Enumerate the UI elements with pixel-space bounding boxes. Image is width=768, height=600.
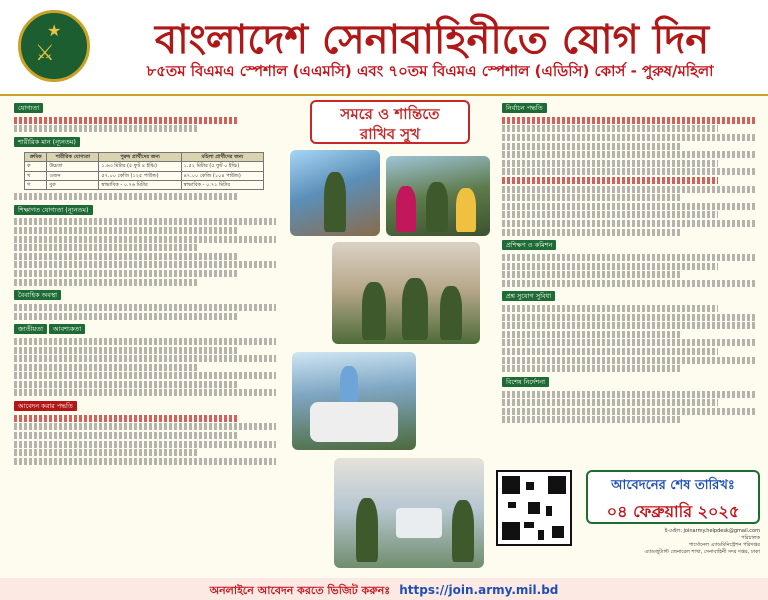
text-line bbox=[502, 168, 756, 175]
table-row bbox=[25, 162, 264, 171]
table-cell: ১.৬৩ মিটার (৫ ফুট ৪ ইঞ্চি) bbox=[99, 162, 181, 171]
table-cell: ক bbox=[25, 162, 47, 171]
section-tag-requirements: আবশ্যকতা bbox=[49, 324, 85, 334]
text-line bbox=[14, 389, 276, 396]
text-line bbox=[14, 415, 237, 422]
text-line bbox=[14, 261, 276, 268]
section-tag-education: শিক্ষাগত যোগ্যতা (ন্যূনতম) bbox=[14, 205, 93, 215]
right-column bbox=[502, 100, 756, 425]
deadline-label: আবেদনের শেষ তারিখঃ bbox=[611, 478, 735, 493]
photo-collage bbox=[282, 100, 496, 576]
text-line bbox=[14, 304, 276, 311]
text-line bbox=[502, 151, 756, 158]
table-cell: ওজন bbox=[47, 171, 99, 180]
qr-code-icon[interactable] bbox=[496, 470, 572, 546]
text-line bbox=[14, 125, 197, 132]
section-tag-physical: শারীরিক মান (ন্যূনতম) bbox=[14, 137, 80, 147]
contact-directorate: পার্সোনেল এ্যাডমিনিস্ট্রেশন পরিদপ্তর bbox=[688, 542, 760, 548]
physical-standard-table bbox=[24, 152, 264, 190]
table-row bbox=[25, 171, 264, 180]
text-line bbox=[502, 177, 718, 184]
text-line bbox=[14, 338, 276, 345]
table-cell: গ bbox=[25, 180, 47, 189]
text-line bbox=[502, 305, 718, 312]
text-line bbox=[502, 391, 756, 398]
army-emblem-icon: ★ ⚔ bbox=[18, 10, 90, 82]
text-line bbox=[14, 117, 237, 124]
footer-text: অনলাইনে আবেদন করতে ভিজিট করুনঃ bbox=[209, 584, 391, 597]
section-tag-selection: নির্বাচন পদ্ধতি bbox=[502, 103, 547, 113]
contact-email: ই-মেইল: joinarmy.helpdesk@gmail.com bbox=[664, 528, 760, 534]
text-line bbox=[502, 229, 680, 236]
text-line bbox=[14, 253, 237, 260]
table-cell: স্বাভাবিক - ০.৭৬ মিটার bbox=[99, 180, 181, 189]
text-line bbox=[502, 399, 718, 406]
section-tag-instructions: বিশেষ নির্দেশনা bbox=[502, 377, 549, 387]
text-line bbox=[14, 423, 276, 430]
text-line bbox=[502, 348, 718, 355]
table-cell: ৫৭.০০ কেজি (১২৫ পাউন্ড) bbox=[99, 171, 181, 180]
contact-address: এ্যাডজুট্যান্ট জেনারেল শাখা, সেনাবাহিনী সদর দপ্তর, ঢাকা bbox=[644, 549, 760, 555]
contact-authority: পরিচালক bbox=[741, 535, 760, 541]
text-line bbox=[502, 280, 756, 287]
text-line bbox=[14, 347, 237, 354]
text-line bbox=[502, 125, 718, 132]
motto-line-2: রাখিব সুখ bbox=[359, 125, 421, 143]
text-line bbox=[502, 254, 756, 261]
text-line bbox=[502, 314, 756, 321]
table-cell: বুক bbox=[47, 180, 99, 189]
table-header: শারীরিক যোগ্যতা bbox=[47, 153, 99, 162]
section-tag-training: প্রশিক্ষণ ও কমিশন bbox=[502, 240, 556, 250]
text-line bbox=[502, 203, 756, 210]
text-line bbox=[14, 381, 237, 388]
motto-banner bbox=[310, 100, 470, 144]
text-line bbox=[14, 441, 276, 448]
table-cell: ১.৫২ মিটার (৫ ফুট ০ ইঞ্চি) bbox=[181, 162, 263, 171]
text-line bbox=[14, 270, 237, 277]
text-line bbox=[14, 313, 237, 320]
footer-bar bbox=[0, 578, 768, 600]
table-header: পুরুষ প্রার্থীদের জন্য bbox=[99, 153, 181, 162]
table-cell: উচ্চতা bbox=[47, 162, 99, 171]
page-subtitle: ৮৫তম বিএমএ স্পেশাল (এএমসি) এবং ৭০তম বিএমএ স্পেশাল (এডিসি) কোর্স - পুরুষ/মহিলা bbox=[146, 62, 714, 80]
text-line bbox=[14, 364, 197, 371]
table-cell: খ bbox=[25, 171, 47, 180]
photo-medical-camp bbox=[386, 156, 490, 236]
text-line bbox=[502, 220, 756, 227]
text-line bbox=[502, 186, 756, 193]
section-tag-facilities: প্রশ্ন সুযোগ সুবিধা bbox=[502, 291, 555, 301]
table-cell: স্বাভাবিক - ০.৭১ মিটার bbox=[181, 180, 263, 189]
photo-soldier-salute bbox=[290, 150, 380, 236]
text-line bbox=[502, 271, 680, 278]
photo-rescue-operation bbox=[332, 242, 480, 344]
text-line bbox=[502, 339, 756, 346]
text-line bbox=[14, 193, 237, 200]
section-tag-nationality: জাতীয়তা bbox=[14, 324, 47, 334]
text-line bbox=[14, 279, 197, 286]
deadline-date: ০৪ ফেব্রুয়ারি ২০২৫ bbox=[606, 502, 740, 521]
text-line bbox=[502, 322, 756, 329]
text-line bbox=[14, 432, 237, 439]
photo-un-peacekeeping bbox=[292, 352, 416, 450]
photo-field-hospital bbox=[334, 458, 484, 568]
text-line bbox=[502, 160, 718, 167]
contact-info bbox=[586, 528, 760, 556]
text-line bbox=[14, 244, 197, 251]
text-line bbox=[14, 372, 276, 379]
text-line bbox=[502, 143, 680, 150]
section-tag-marital: বৈবাহিক অবস্থা bbox=[14, 290, 61, 300]
text-line bbox=[502, 134, 756, 141]
text-line bbox=[14, 218, 276, 225]
text-line bbox=[14, 449, 197, 456]
text-line bbox=[502, 211, 718, 218]
table-header: ক্রমিক bbox=[25, 153, 47, 162]
text-line bbox=[502, 117, 756, 124]
table-cell: ৪৭.০০ কেজি (১০৪ পাউন্ড) bbox=[181, 171, 263, 180]
section-tag-apply: আবেদন করার পদ্ধতি bbox=[14, 401, 77, 411]
section-tag-eligibility: যোগ্যতা bbox=[14, 103, 43, 113]
text-line bbox=[14, 236, 276, 243]
text-line bbox=[502, 408, 756, 415]
text-line bbox=[502, 194, 680, 201]
page-title: বাংলাদেশ সেনাবাহিনীতে যোগ দিন bbox=[154, 16, 710, 63]
text-line bbox=[14, 355, 276, 362]
deadline-box bbox=[586, 470, 760, 524]
text-line bbox=[502, 331, 680, 338]
left-column bbox=[14, 100, 276, 466]
table-header-row bbox=[25, 153, 264, 162]
motto-line-1: সমরে ও শান্তিতে bbox=[340, 105, 440, 123]
footer-link[interactable]: https://join.army.mil.bd bbox=[399, 583, 559, 597]
text-line bbox=[502, 365, 680, 372]
text-line bbox=[502, 263, 718, 270]
header bbox=[0, 0, 768, 90]
text-line bbox=[502, 357, 756, 364]
text-line bbox=[502, 416, 680, 423]
table-header: মহিলা প্রার্থীদের জন্য bbox=[181, 153, 263, 162]
text-line bbox=[14, 458, 276, 465]
table-row bbox=[25, 180, 264, 189]
text-line bbox=[14, 227, 237, 234]
